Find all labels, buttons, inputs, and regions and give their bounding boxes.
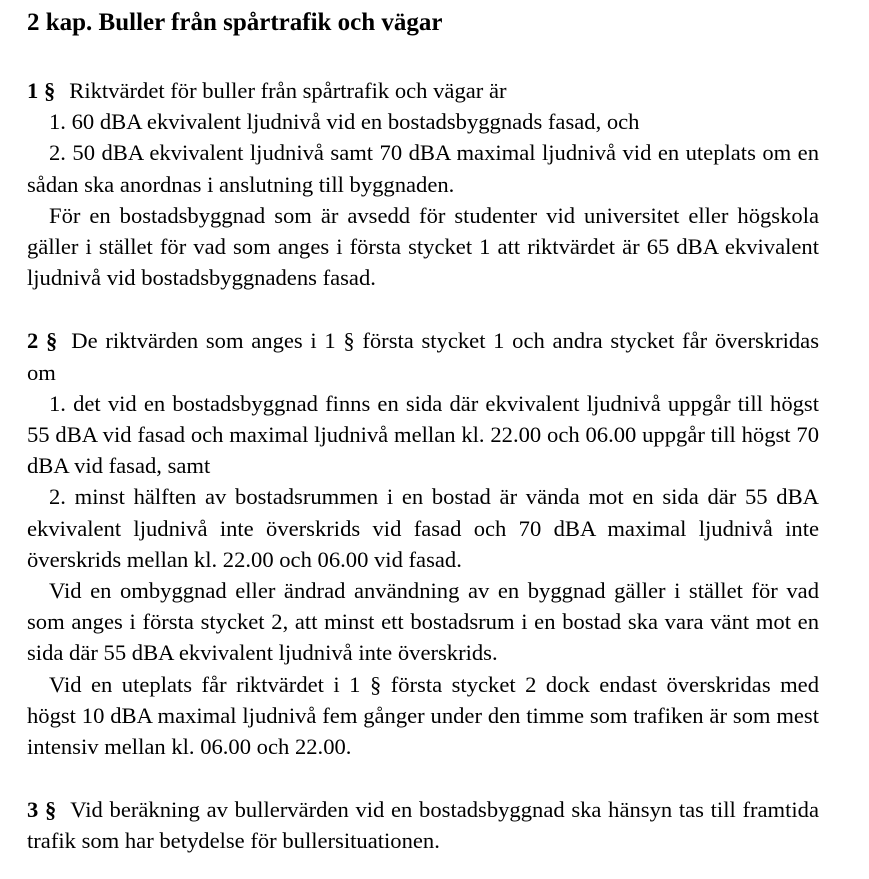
paragraph: Vid en ombyggnad eller ändrad användning av en byggnad gäller i stället för vad som anges i första stycket 2, att minst ett bostadsrum i en bostad ska vara vänt mot en sida där 55 dBA ekvivalent ljudnivå inte överskrids. (27, 578, 819, 666)
spacer (27, 762, 819, 794)
section-number: 2 § (27, 328, 58, 354)
list-item: 2. minst hälften av bostadsrummen i en bostad är vända mot en sida där 55 dBA ekvivalent ljudnivå inte överskrids vid fasad och 70 dBA maximal ljudnivå inte överskrids mellan kl. 22.00 och 06.00 vid fasad. (27, 484, 819, 572)
section-lead-text: Vid beräkning av bullervärden vid en bostadsbyggnad ska hänsyn tas till framtida trafik som har betydelse för bullersituationen. (27, 797, 819, 854)
paragraph: För en bostadsbyggnad som är avsedd för studenter vid universitet eller högskola gäller i stället för vad som anges i första stycket 1 att riktvärdet är 65 dBA ekvivalent ljudnivå vid bostadsbyggnadens fasad. (27, 202, 819, 291)
paragraph: Vid en uteplats får riktvärdet i 1 § första stycket 2 dock endast överskridas med högst 10 dBA maximal ljudnivå fem gånger under den timme som trafiken är som mest intensiv mellan kl. 06.00 och 22.00. (27, 671, 819, 760)
section-2 (27, 325, 819, 762)
section-lead-text: Riktvärdet för buller från spårtrafik och vägar är (69, 78, 507, 103)
chapter-title: 2 kap. Buller från spårtrafik och vägar (27, 9, 443, 36)
list-item: 1. det vid en bostadsbyggnad finns en sida där ekvivalent ljudnivå uppgår till högst 55 dBA vid fasad och maximal ljudnivå mellan kl. 22.00 och 06.00 uppgår till högst 70 dBA vid fasad, samt (27, 390, 819, 479)
section-lead-text: De riktvärden som anges i 1 § första stycket 1 och andra stycket får överskridas om (27, 328, 819, 385)
list-item: 2. 50 dBA ekvivalent ljudnivå samt 70 dBA maximal ljudnivå vid en uteplats om en sådan ska anordnas i anslutning till byggnaden. (27, 140, 819, 197)
section-3 (27, 794, 819, 856)
section-1 (27, 75, 819, 293)
section-lead-paragraph (27, 75, 819, 106)
section-lead-paragraph (27, 794, 819, 856)
list-item: 1. 60 dBA ekvivalent ljudnivå vid en bostadsbyggnads fasad, och (49, 109, 640, 135)
document-page (27, 6, 819, 857)
section-number: 1 § (27, 78, 56, 103)
section-lead-paragraph (27, 325, 819, 387)
spacer (27, 293, 819, 325)
spacer (27, 40, 819, 75)
section-number: 3 § (27, 797, 57, 823)
